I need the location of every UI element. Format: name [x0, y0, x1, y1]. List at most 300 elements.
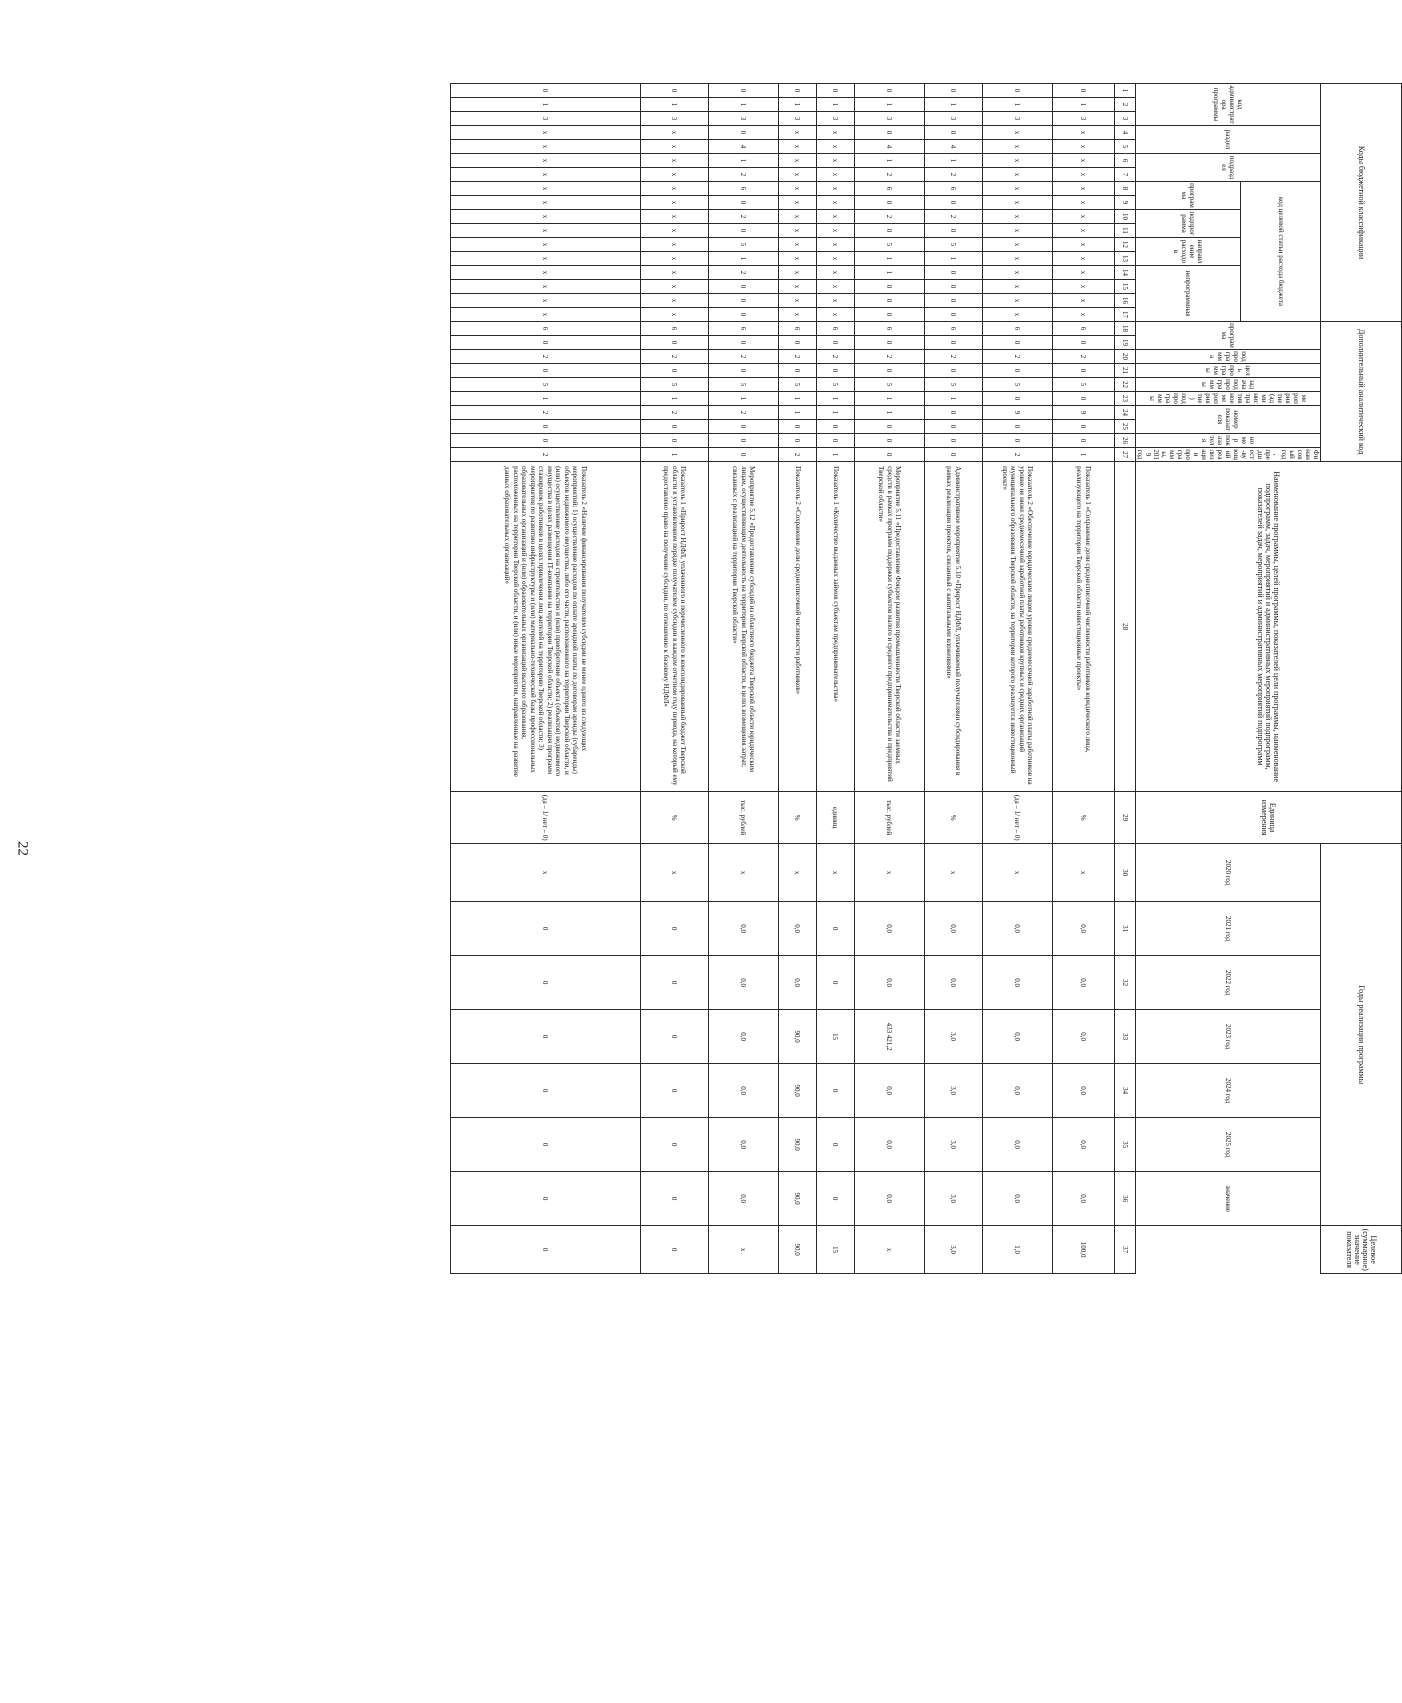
indicator-name: Показатель 2 «Обеспечение юридическим лицом уровня среднемесячной заработной платы работников на уровне не ниже среднемесячной заработной платы работников крупных и средних организаций муниципального образования Тверской области, на территории которого реализуется инвестиционный проект» [983, 462, 1053, 792]
code-cell: х [641, 126, 709, 140]
code-cell: х [641, 168, 709, 182]
code-cell: 0 [451, 84, 641, 98]
code-cell: х [983, 238, 1053, 252]
code-cell: х [779, 266, 817, 280]
column-number: 21 [1115, 364, 1136, 378]
base-year-value: х [925, 844, 983, 902]
code-cell: х [641, 210, 709, 224]
code-cell: 1 [709, 392, 779, 406]
year-value: 0 [641, 956, 709, 1010]
column-number: 17 [1115, 308, 1136, 322]
header-year-2021: 2021 год [1136, 902, 1321, 956]
year-value: 0 [451, 1064, 641, 1118]
target-value: 0 [641, 1226, 709, 1274]
code-cell: х [451, 154, 641, 168]
code-cell: х [1053, 196, 1115, 210]
code-cell: х [1053, 168, 1115, 182]
code-cell: 6 [641, 322, 709, 336]
code-cell: х [451, 308, 641, 322]
code-cell: 3 [779, 112, 817, 126]
column-number: 37 [1115, 1226, 1136, 1274]
code-cell: 0 [641, 420, 709, 434]
code-cell: 1 [817, 98, 855, 112]
column-number: 7 [1115, 168, 1136, 182]
header-dop-event-type: мероприятие (административное мероприятие) подпрограммы [1136, 392, 1321, 406]
code-cell: х [1053, 126, 1115, 140]
code-cell: 0 [925, 266, 983, 280]
code-cell: х [451, 238, 641, 252]
year-value: 3,0 [925, 1118, 983, 1172]
code-cell: х [1053, 238, 1115, 252]
code-cell: 2 [983, 448, 1053, 462]
code-cell: 0 [1053, 336, 1115, 350]
code-cell: 1 [451, 98, 641, 112]
unit-cell: тыс. рублей [855, 792, 925, 844]
year-value: 90,0 [779, 1010, 817, 1064]
code-cell: 0 [709, 224, 779, 238]
code-cell: 0 [1053, 84, 1115, 98]
code-cell: х [983, 266, 1053, 280]
code-cell: х [779, 252, 817, 266]
code-cell: 0 [925, 308, 983, 322]
code-cell: 0 [709, 294, 779, 308]
code-cell: 5 [855, 378, 925, 392]
code-cell: 0 [641, 434, 709, 448]
code-cell: 1 [925, 154, 983, 168]
code-cell: 2 [779, 448, 817, 462]
base-year-value: х [709, 844, 779, 902]
code-cell: х [451, 182, 641, 196]
column-number: 26 [1115, 434, 1136, 448]
code-cell: 0 [709, 336, 779, 350]
code-cell: 0 [709, 126, 779, 140]
code-cell: х [817, 196, 855, 210]
year-value: 0 [817, 1118, 855, 1172]
code-cell: 1 [925, 252, 983, 266]
header-sub-program-direction: направление расходов [1136, 238, 1241, 266]
column-number: 33 [1115, 1010, 1136, 1064]
table-row [817, 84, 855, 1274]
code-cell: 2 [925, 210, 983, 224]
code-cell: 1 [1053, 448, 1115, 462]
code-cell: 0 [925, 126, 983, 140]
year-value: 3,0 [925, 1172, 983, 1226]
column-number: 4 [1115, 126, 1136, 140]
header-year-2020: 2020 год [1136, 844, 1321, 902]
base-year-value: х [641, 844, 709, 902]
code-cell: 0 [817, 434, 855, 448]
code-cell: 2 [709, 168, 779, 182]
code-cell: 0 [779, 84, 817, 98]
program-indicators-table [450, 83, 1402, 1274]
code-cell: х [641, 308, 709, 322]
code-cell: 5 [925, 238, 983, 252]
header-kbk-podrazdel: подраздел [1136, 154, 1321, 182]
table-row [779, 84, 817, 1274]
column-number: 25 [1115, 420, 1136, 434]
code-cell: 0 [983, 420, 1053, 434]
year-value: 0,0 [1053, 1064, 1115, 1118]
code-cell: х [817, 126, 855, 140]
code-cell: 2 [1053, 350, 1115, 364]
unit-cell: % [779, 792, 817, 844]
code-cell: 6 [817, 322, 855, 336]
year-value: 0,0 [983, 1172, 1053, 1226]
code-cell: 5 [641, 378, 709, 392]
year-value: 0 [641, 1064, 709, 1118]
indicator-name: Показатель 1 «Прирост НДФЛ, уплаченного и перечисленного в консолидированный бюджет Тверской области в установленном порядке получателем субсидии в каждом отчетном году периода, на который ему предоставлено право на получение субсидии, по отношению к базовому НДФЛ» [641, 462, 709, 792]
code-cell: 0 [709, 196, 779, 210]
code-cell: х [641, 224, 709, 238]
code-cell: х [451, 294, 641, 308]
code-cell: 6 [855, 322, 925, 336]
code-cell: 1 [709, 154, 779, 168]
target-value: 0 [451, 1226, 641, 1274]
year-value: 0,0 [855, 1064, 925, 1118]
year-value: 0 [451, 1010, 641, 1064]
code-cell: 0 [925, 294, 983, 308]
column-number: 23 [1115, 392, 1136, 406]
code-cell: х [779, 280, 817, 294]
code-cell: 2 [709, 210, 779, 224]
code-cell: х [983, 308, 1053, 322]
code-cell: х [779, 224, 817, 238]
code-cell: 1 [641, 392, 709, 406]
column-number: 12 [1115, 238, 1136, 252]
code-cell: 1 [855, 266, 925, 280]
code-cell: 0 [451, 420, 641, 434]
code-cell: 0 [983, 84, 1053, 98]
code-cell: 2 [641, 406, 709, 420]
year-value: 0,0 [855, 1118, 925, 1172]
code-cell: 1 [855, 252, 925, 266]
base-year-value: х [451, 844, 641, 902]
code-cell: х [451, 196, 641, 210]
code-cell: 0 [925, 336, 983, 350]
unit-cell: % [641, 792, 709, 844]
code-cell: х [983, 210, 1053, 224]
year-value: 0,0 [983, 956, 1053, 1010]
code-cell: 3 [1053, 112, 1115, 126]
code-cell: 0 [817, 84, 855, 98]
code-cell: х [983, 196, 1053, 210]
year-value: 0,0 [709, 1118, 779, 1172]
year-value: 0,0 [983, 1118, 1053, 1172]
unit-cell: единиц [817, 792, 855, 844]
code-cell: 2 [925, 168, 983, 182]
code-cell: х [779, 126, 817, 140]
header-sub-program: программа [1136, 182, 1241, 210]
header-sub-direction: непрограммная [1136, 266, 1241, 322]
column-number: 36 [1115, 1172, 1136, 1226]
code-cell: 0 [451, 434, 641, 448]
code-cell: 1 [709, 98, 779, 112]
code-cell: 5 [709, 378, 779, 392]
column-number: 3 [1115, 112, 1136, 126]
code-cell: 5 [709, 238, 779, 252]
code-cell: 5 [1053, 378, 1115, 392]
column-number: 1 [1115, 84, 1136, 98]
code-cell: х [1053, 294, 1115, 308]
code-cell: х [1053, 140, 1115, 154]
column-number: 5 [1115, 140, 1136, 154]
column-number: 32 [1115, 956, 1136, 1010]
code-cell: х [451, 252, 641, 266]
code-cell: 1 [855, 154, 925, 168]
page-number: 22 [14, 841, 31, 856]
table-row [451, 84, 641, 1274]
code-cell: 0 [925, 364, 983, 378]
code-cell: 3 [983, 112, 1053, 126]
year-value: 0,0 [855, 902, 925, 956]
code-cell: 1 [817, 392, 855, 406]
year-value: 0,0 [709, 1064, 779, 1118]
table-row [983, 84, 1053, 1274]
unit-cell: тыс. рублей [709, 792, 779, 844]
year-value: 433 421,2 [855, 1010, 925, 1064]
code-cell: х [1053, 308, 1115, 322]
target-value: х [855, 1226, 925, 1274]
code-cell: 1 [855, 98, 925, 112]
code-cell: 0 [641, 364, 709, 378]
code-cell: х [641, 280, 709, 294]
code-cell: х [451, 126, 641, 140]
code-cell: 0 [817, 420, 855, 434]
code-cell: 6 [925, 182, 983, 196]
code-cell: 5 [983, 378, 1053, 392]
code-cell: 0 [925, 448, 983, 462]
year-value: 0,0 [779, 902, 817, 956]
year-value: 0 [817, 1172, 855, 1226]
code-cell: 2 [451, 448, 641, 462]
column-number: 2 [1115, 98, 1136, 112]
column-number: 34 [1115, 1064, 1136, 1118]
column-number: 9 [1115, 196, 1136, 210]
code-cell: 0 [855, 224, 925, 238]
column-number: 19 [1115, 336, 1136, 350]
code-cell: 0 [855, 434, 925, 448]
code-cell: 0 [855, 364, 925, 378]
year-value: 3,0 [925, 1064, 983, 1118]
code-cell: х [817, 308, 855, 322]
header-dop-task: цель программы [1136, 364, 1321, 378]
code-cell: х [1053, 154, 1115, 168]
base-year-value: х [855, 844, 925, 902]
code-cell: х [451, 266, 641, 280]
header-target-group: Целевое (суммарное) значение показателя [1321, 1226, 1402, 1274]
code-cell: 0 [709, 280, 779, 294]
rotated-table-area [182, 83, 1402, 1271]
header-year-2022: 2022 год [1136, 956, 1321, 1010]
code-cell: х [641, 196, 709, 210]
code-cell: 4 [855, 140, 925, 154]
header-name-column: Наименование программы, целей программы, показателей цели программы, наименование подпрограмм, задач, мероприятий и административных мероприятий подпрограмм, показателей задач, мероприятий и административных мероприятий подпрограмм [1136, 462, 1402, 792]
code-cell: 6 [983, 322, 1053, 336]
code-cell: х [451, 168, 641, 182]
year-value: 90,0 [779, 1118, 817, 1172]
code-cell: 2 [855, 350, 925, 364]
column-number: 28 [1115, 462, 1136, 792]
code-cell: 0 [855, 420, 925, 434]
code-cell: х [817, 140, 855, 154]
code-cell: 0 [925, 84, 983, 98]
code-cell: 3 [709, 112, 779, 126]
target-value: 15 [817, 1226, 855, 1274]
code-cell: х [451, 280, 641, 294]
code-cell: 2 [709, 406, 779, 420]
code-cell: 2 [451, 350, 641, 364]
column-number: 10 [1115, 210, 1136, 224]
year-value: 0,0 [855, 1172, 925, 1226]
year-value: 15 [817, 1010, 855, 1064]
header-dop-event-number: номер показателя [1136, 406, 1321, 434]
year-value: 0,0 [1053, 1118, 1115, 1172]
code-cell: х [817, 224, 855, 238]
code-cell: 6 [709, 322, 779, 336]
code-cell: х [817, 266, 855, 280]
code-cell: х [1053, 252, 1115, 266]
column-number: 13 [1115, 252, 1136, 266]
target-value: 100,0 [1053, 1226, 1115, 1274]
code-cell: 0 [855, 126, 925, 140]
code-cell: х [779, 182, 817, 196]
code-cell: 6 [855, 182, 925, 196]
code-cell: 0 [779, 420, 817, 434]
column-number: 14 [1115, 266, 1136, 280]
unit-cell: (да – 1/ нет – 0) [451, 792, 641, 844]
code-cell: х [451, 140, 641, 154]
table-row [641, 84, 709, 1274]
code-cell: 3 [817, 112, 855, 126]
code-cell: 6 [709, 182, 779, 196]
code-cell: 0 [641, 336, 709, 350]
code-cell: 0 [779, 434, 817, 448]
year-value: 0 [641, 1118, 709, 1172]
code-cell: 6 [1053, 322, 1115, 336]
code-cell: 1 [817, 406, 855, 420]
year-value: 0,0 [925, 956, 983, 1010]
code-cell: х [779, 294, 817, 308]
header-kbk-razdel: раздел [1136, 126, 1321, 154]
code-cell: х [641, 140, 709, 154]
code-cell: 0 [779, 364, 817, 378]
code-cell: 2 [709, 266, 779, 280]
column-number: 16 [1115, 294, 1136, 308]
code-cell: 1 [817, 448, 855, 462]
code-cell: 1 [925, 392, 983, 406]
column-number: 31 [1115, 902, 1136, 956]
code-cell: 0 [817, 336, 855, 350]
year-value: 0 [451, 956, 641, 1010]
unit-cell: (да – 1/ нет – 0) [983, 792, 1053, 844]
code-cell: 2 [641, 350, 709, 364]
header-dop-program: программа [1136, 322, 1321, 350]
base-year-value: х [779, 844, 817, 902]
code-cell: 5 [855, 238, 925, 252]
code-cell: 0 [1053, 364, 1115, 378]
column-number: 30 [1115, 844, 1136, 902]
code-cell: 6 [779, 322, 817, 336]
header-year-2025: 2025 год [1136, 1118, 1321, 1172]
code-cell: 3 [641, 112, 709, 126]
code-cell: 1 [855, 406, 925, 420]
code-cell: 0 [925, 434, 983, 448]
header-fin-year: Финансовый год, предшест-вующий реализации программы, 2019 год [1136, 449, 1320, 460]
code-cell: х [451, 210, 641, 224]
code-cell: 2 [925, 350, 983, 364]
base-year-value: х [983, 844, 1053, 902]
year-value: 90,0 [779, 1172, 817, 1226]
code-cell: 0 [983, 392, 1053, 406]
indicator-name: Мероприятие 5.11 «Предоставление Фондом развития промышленности Тверской области заемных средств в рамках программ поддержки субъектов малого и среднего предпринимательства и предприятий Тверской области» [855, 462, 925, 792]
code-cell: 0 [451, 336, 641, 350]
code-cell: 3 [855, 112, 925, 126]
code-cell: х [1053, 182, 1115, 196]
code-cell: 1 [925, 98, 983, 112]
code-cell: 2 [451, 406, 641, 420]
year-value: 0,0 [855, 956, 925, 1010]
code-cell: 0 [855, 294, 925, 308]
code-cell: 0 [855, 308, 925, 322]
column-number: 24 [1115, 406, 1136, 420]
code-cell: х [817, 154, 855, 168]
year-value: 0,0 [983, 902, 1053, 956]
code-cell: 2 [983, 350, 1053, 364]
code-cell: 0 [983, 364, 1053, 378]
header-value: значение [1136, 1172, 1321, 1226]
code-cell: 0 [709, 448, 779, 462]
code-cell: х [817, 294, 855, 308]
code-cell: х [983, 126, 1053, 140]
code-cell: 5 [817, 378, 855, 392]
code-cell: 2 [779, 350, 817, 364]
code-cell: 0 [855, 84, 925, 98]
year-value: 0,0 [983, 1010, 1053, 1064]
code-cell: х [817, 168, 855, 182]
code-cell: 0 [709, 420, 779, 434]
code-cell: 0 [1053, 434, 1115, 448]
code-cell: 0 [925, 406, 983, 420]
code-cell: х [641, 182, 709, 196]
code-cell: 2 [817, 350, 855, 364]
code-cell: 0 [817, 364, 855, 378]
code-cell: х [817, 210, 855, 224]
code-cell: 1 [855, 392, 925, 406]
code-cell: 0 [451, 364, 641, 378]
code-cell: 5 [779, 378, 817, 392]
code-cell: 9 [1053, 406, 1115, 420]
code-cell: 2 [855, 168, 925, 182]
year-value: 0,0 [983, 1064, 1053, 1118]
code-cell: 1 [641, 448, 709, 462]
code-cell: 1 [451, 392, 641, 406]
code-cell: х [779, 168, 817, 182]
code-cell: х [983, 140, 1053, 154]
code-cell: х [983, 280, 1053, 294]
code-cell: х [983, 252, 1053, 266]
code-cell: 1 [1053, 98, 1115, 112]
code-cell: х [779, 238, 817, 252]
code-cell: 2 [855, 210, 925, 224]
code-cell: 0 [1053, 392, 1115, 406]
year-value: 0 [451, 1172, 641, 1226]
year-value: 90,0 [779, 1064, 817, 1118]
code-cell: х [817, 252, 855, 266]
code-cell: 2 [709, 350, 779, 364]
year-value: 0,0 [709, 1172, 779, 1226]
code-cell: 1 [641, 98, 709, 112]
year-value: 0,0 [779, 956, 817, 1010]
